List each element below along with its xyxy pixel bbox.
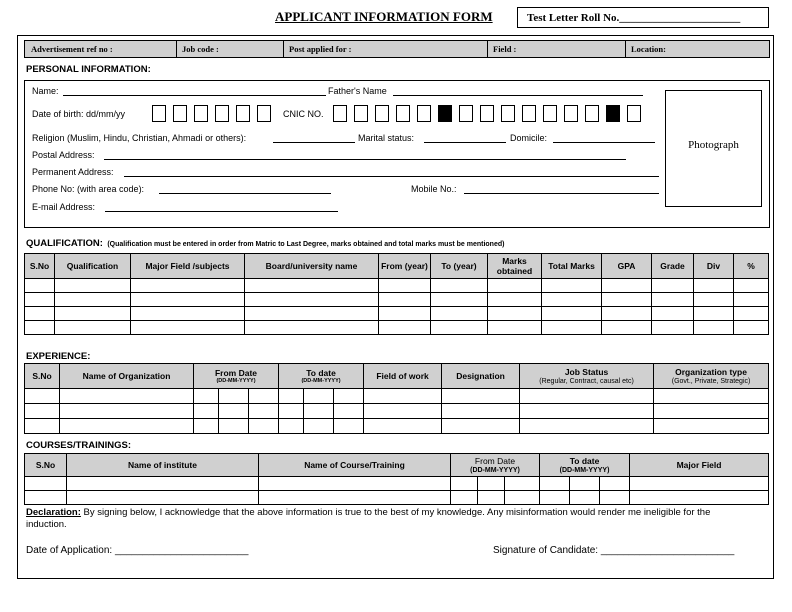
table-row[interactable] [25, 293, 769, 307]
col-grade: Grade [652, 254, 694, 279]
table-row[interactable] [25, 419, 769, 434]
declaration-label: Declaration: [26, 507, 81, 518]
exp-status-label: Job Status [564, 366, 609, 377]
declaration [26, 507, 746, 531]
roll-number-field[interactable]: Test Letter Roll No.______________________ [517, 7, 769, 28]
mobile-field[interactable] [464, 193, 659, 194]
qualification-heading-row [26, 233, 504, 251]
email-label: E-mail Address: [32, 202, 96, 212]
qualification-note: (Qualification must be entered in order from Matric to Last Degree, marks obtained and total marks must be mentioned) [107, 241, 505, 248]
col-div: Div [694, 254, 734, 279]
course-from-format: (DD-MM-YYYY) [470, 466, 520, 474]
table-row[interactable] [25, 389, 769, 404]
email-field[interactable] [105, 211, 338, 212]
col-gpa: GPA [602, 254, 652, 279]
advertisement-bar [24, 40, 770, 58]
table-row[interactable] [25, 279, 769, 293]
name-label: Name: [32, 86, 59, 96]
table-row[interactable] [25, 321, 769, 335]
exp-col-org: Name of Organization [60, 364, 194, 389]
domicile-label: Domicile: [510, 133, 548, 143]
course-col-name: Name of Course/Training [259, 454, 451, 477]
father-name-field[interactable] [393, 95, 643, 96]
permanent-field[interactable] [124, 176, 659, 177]
personal-heading: PERSONAL INFORMATION: [26, 64, 151, 75]
field-label: Field : [493, 44, 517, 54]
exp-col-sno: S.No [25, 364, 60, 389]
exp-from-label: From Date [214, 367, 258, 378]
course-from-label: From Date [474, 455, 516, 466]
exp-col-to [279, 364, 364, 389]
table-row[interactable] [25, 307, 769, 321]
religion-label: Religion (Muslim, Hindu, Christian, Ahmadi or others): [32, 133, 247, 143]
course-col-institute: Name of institute [67, 454, 259, 477]
table-row[interactable] [25, 404, 769, 419]
col-sno: S.No [25, 254, 55, 279]
date-of-application[interactable]: Date of Application: ________________________ [26, 545, 249, 556]
candidate-signature[interactable]: Signature of Candidate: ________________________ [493, 545, 735, 556]
postal-label: Postal Address: [32, 150, 95, 160]
experience-header [25, 364, 769, 389]
marital-label: Marital status: [358, 133, 415, 143]
domicile-field[interactable] [553, 142, 655, 143]
exp-col-status [520, 364, 654, 389]
name-field[interactable] [63, 95, 326, 96]
post-applied-label: Post applied for : [289, 44, 352, 54]
qualification-heading: QUALIFICATION: [26, 238, 103, 249]
col-board: Board/university name [245, 254, 379, 279]
course-col-sno: S.No [25, 454, 67, 477]
permanent-label: Permanent Address: [32, 167, 114, 177]
religion-field[interactable] [273, 142, 355, 143]
qualification-header [25, 254, 769, 279]
cnic-label: CNIC NO. [283, 109, 324, 119]
course-col-field: Major Field [630, 454, 769, 477]
phone-field[interactable] [159, 193, 331, 194]
course-to-format: (DD-MM-YYYY) [559, 466, 610, 474]
exp-to-format: (DD-MM-YYYY) [301, 377, 341, 384]
location-label: Location: [631, 44, 666, 54]
courses-table [24, 453, 769, 505]
col-percent: % [734, 254, 769, 279]
ad-ref-label: Advertisement ref no : [31, 44, 113, 54]
mobile-label: Mobile No.: [411, 184, 457, 194]
qualification-table [24, 253, 769, 335]
marital-field[interactable] [424, 142, 506, 143]
col-to-year: To (year) [431, 254, 488, 279]
table-row[interactable] [25, 491, 769, 505]
personal-box [24, 80, 770, 228]
col-marks-obtained: Marks obtained [488, 254, 542, 279]
col-total-marks: Total Marks [542, 254, 602, 279]
courses-header [25, 454, 769, 477]
exp-status-sub: (Regular, Contract, causal etc) [539, 377, 634, 385]
exp-orgtype-label: Organization type [675, 366, 747, 377]
father-name-label: Father's Name [328, 86, 387, 96]
exp-col-field: Field of work [364, 364, 442, 389]
course-col-to [540, 454, 630, 477]
exp-col-from [194, 364, 279, 389]
exp-col-orgtype [654, 364, 769, 389]
declaration-text: By signing below, I acknowledge that the above information is true to the best of my knowledge. Any misinformation would render me ineligible for the induction. [26, 507, 711, 530]
col-major-field: Major Field /subjects [131, 254, 245, 279]
photograph-label: Photograph [688, 139, 739, 151]
job-code-label: Job code : [182, 44, 219, 54]
postal-field[interactable] [104, 159, 626, 160]
exp-orgtype-sub: (Govt., Private, Strategic) [671, 377, 751, 385]
exp-from-format: (DD-MM-YYYY) [216, 377, 256, 384]
photograph-box[interactable] [665, 90, 762, 207]
exp-col-designation: Designation [442, 364, 520, 389]
course-to-label: To date [569, 455, 600, 466]
dob-label: Date of birth: dd/mm/yy [32, 109, 126, 119]
experience-table [24, 363, 769, 434]
course-col-from [451, 454, 540, 477]
table-row[interactable] [25, 477, 769, 491]
experience-heading: EXPERIENCE: [26, 351, 91, 362]
phone-label: Phone No: (with area code): [32, 184, 145, 194]
col-qualification: Qualification [55, 254, 131, 279]
form-title: APPLICANT INFORMATION FORM [275, 9, 493, 24]
col-from-year: From (year) [379, 254, 431, 279]
courses-heading: COURSES/TRAININGS: [26, 440, 132, 451]
exp-to-label: To date [306, 367, 336, 378]
